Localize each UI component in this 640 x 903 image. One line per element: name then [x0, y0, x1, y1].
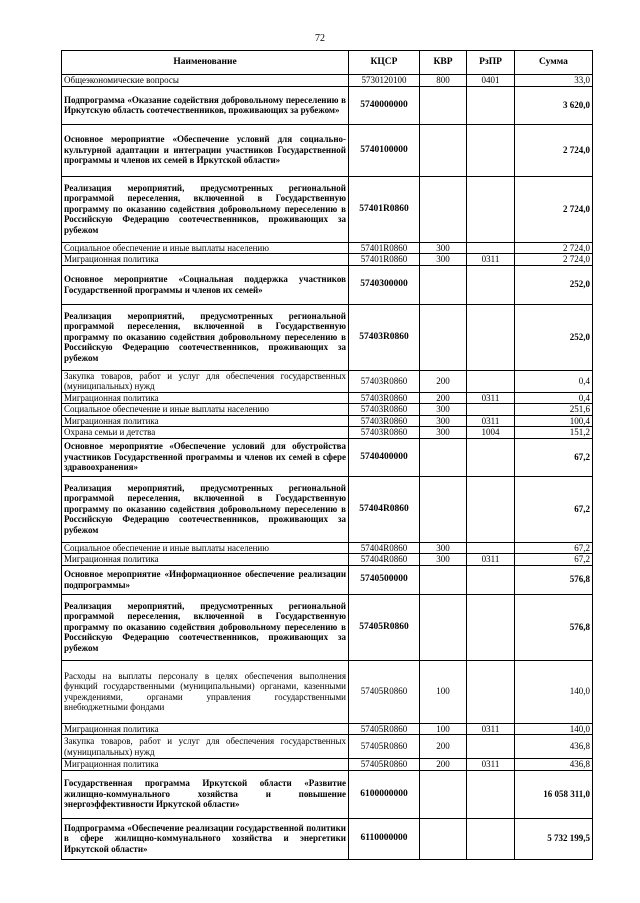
table-row	[62, 818, 593, 859]
row-name-cell: Миграционная политика	[62, 723, 349, 735]
row-kvr-cell	[420, 565, 467, 594]
table-row	[62, 75, 593, 87]
row-sum-cell: 5 732 199,5	[515, 818, 593, 859]
row-name-cell: Миграционная политика	[62, 254, 349, 266]
row-name-cell: Реализация мероприятий, предусмотренных региональной программой переселения, включенной в Государственную программу по оказанию содействия добровольному переселению в Российскую Федерацию соотечественников, проживающих за рубежом	[62, 476, 349, 542]
row-sum-cell: 67,2	[515, 438, 593, 476]
table-row	[62, 176, 593, 242]
table-row	[62, 759, 593, 771]
row-name-cell: Реализация мероприятий, предусмотренных региональной программой переселения, включенной в Государственную программу по оказанию содействия добровольному переселению в Российскую Федерацию соотечественников, проживающих за рубежом	[62, 304, 349, 370]
row-sum-cell: 67,2	[515, 476, 593, 542]
row-kvr-cell	[420, 265, 467, 304]
row-sum-cell: 16 058 311,0	[515, 770, 593, 818]
row-sum-cell: 436,8	[515, 759, 593, 771]
row-kvr-cell: 800	[420, 75, 467, 87]
header-name: Наименование	[62, 51, 349, 75]
row-sum-cell: 576,8	[515, 594, 593, 660]
row-rzpr-cell	[467, 542, 515, 554]
table-row	[62, 86, 593, 124]
table-row	[62, 254, 593, 266]
table-row	[62, 723, 593, 735]
row-sum-cell: 252,0	[515, 265, 593, 304]
row-kcsr-cell: 57403R0860	[349, 427, 420, 439]
row-name-cell: Основное мероприятие «Обеспечение условий для обустройства участников Государственной программы и членов их семей в сфере здравоохранения»	[62, 438, 349, 476]
row-kcsr-cell: 57405R0860	[349, 723, 420, 735]
table-row	[62, 370, 593, 392]
row-kcsr-cell: 57403R0860	[349, 392, 420, 404]
row-name-cell: Основное мероприятие «Социальная поддержка участников Государственной программы и членов их семей»	[62, 265, 349, 304]
row-kvr-cell: 200	[420, 392, 467, 404]
row-name-cell: Подпрограмма «Обеспечение реализации государственной политики в сфере жилищно-коммунального хозяйства и энергетики Иркутской области»	[62, 818, 349, 859]
row-sum-cell: 252,0	[515, 304, 593, 370]
row-kvr-cell: 200	[420, 759, 467, 771]
row-kvr-cell: 100	[420, 660, 467, 723]
row-rzpr-cell	[467, 265, 515, 304]
table-row	[62, 660, 593, 723]
row-name-cell: Основное мероприятие «Обеспечение условий для социально-культурной адаптации и интеграции участников Государственной программы и членов их семей в Иркутской области»	[62, 124, 349, 176]
budget-table	[61, 50, 593, 860]
row-sum-cell: 100,4	[515, 415, 593, 427]
row-kcsr-cell: 57405R0860	[349, 594, 420, 660]
row-kcsr-cell: 6110000000	[349, 818, 420, 859]
row-name-cell: Реализация мероприятий, предусмотренных региональной программой переселения, включенной в Государственную программу по оказанию содействия добровольному переселению в Российскую Федерацию соотечественников, проживающих за рубежом	[62, 176, 349, 242]
table-row	[62, 735, 593, 759]
row-sum-cell: 2 724,0	[515, 124, 593, 176]
row-rzpr-cell	[467, 404, 515, 416]
row-kvr-cell	[420, 594, 467, 660]
row-rzpr-cell	[467, 476, 515, 542]
row-kcsr-cell: 5730120100	[349, 75, 420, 87]
row-rzpr-cell: 0311	[467, 254, 515, 266]
row-kvr-cell	[420, 176, 467, 242]
row-kvr-cell: 300	[420, 415, 467, 427]
table-row	[62, 392, 593, 404]
row-name-cell: Государственная программа Иркутской области «Развитие жилищно-коммунального хозяйства и повышение энергоэффективности Иркутской области»	[62, 770, 349, 818]
table-row	[62, 242, 593, 254]
header-sum: Сумма	[515, 51, 593, 75]
table-row	[62, 404, 593, 416]
row-sum-cell: 0,4	[515, 370, 593, 392]
row-rzpr-cell	[467, 565, 515, 594]
row-kvr-cell	[420, 304, 467, 370]
row-rzpr-cell	[467, 770, 515, 818]
table-row	[62, 124, 593, 176]
row-kcsr-cell: 57401R0860	[349, 254, 420, 266]
row-rzpr-cell: 0311	[467, 723, 515, 735]
header-rzpr: РзПР	[467, 51, 515, 75]
row-kcsr-cell: 57403R0860	[349, 415, 420, 427]
row-sum-cell: 2 724,0	[515, 242, 593, 254]
row-kcsr-cell: 57404R0860	[349, 476, 420, 542]
row-sum-cell: 436,8	[515, 735, 593, 759]
table-row	[62, 438, 593, 476]
row-rzpr-cell	[467, 594, 515, 660]
row-kcsr-cell: 6100000000	[349, 770, 420, 818]
row-sum-cell: 67,2	[515, 542, 593, 554]
row-name-cell: Реализация мероприятий, предусмотренных региональной программой переселения, включенной в Государственную программу по оказанию содействия добровольному переселению в Российскую Федерацию соотечественников, проживающих за рубежом	[62, 594, 349, 660]
row-rzpr-cell	[467, 438, 515, 476]
row-name-cell: Миграционная политика	[62, 759, 349, 771]
table-row	[62, 415, 593, 427]
row-name-cell: Закупка товаров, работ и услуг для обеспечения государственных (муниципальных) нужд	[62, 370, 349, 392]
row-kcsr-cell: 57403R0860	[349, 404, 420, 416]
table-header-row	[62, 51, 593, 75]
row-sum-cell: 140,0	[515, 723, 593, 735]
row-kvr-cell	[420, 476, 467, 542]
table-row	[62, 304, 593, 370]
row-rzpr-cell	[467, 86, 515, 124]
row-rzpr-cell: 0311	[467, 554, 515, 566]
row-kvr-cell: 300	[420, 254, 467, 266]
row-name-cell: Социальное обеспечение и иные выплаты населению	[62, 404, 349, 416]
page-number: 72	[315, 33, 325, 44]
row-kvr-cell	[420, 818, 467, 859]
row-rzpr-cell	[467, 124, 515, 176]
table-row	[62, 554, 593, 566]
row-sum-cell: 140,0	[515, 660, 593, 723]
row-kvr-cell	[420, 770, 467, 818]
row-sum-cell: 251,6	[515, 404, 593, 416]
row-rzpr-cell: 0311	[467, 392, 515, 404]
row-kcsr-cell: 5740300000	[349, 265, 420, 304]
table-row	[62, 594, 593, 660]
row-kvr-cell	[420, 124, 467, 176]
row-kvr-cell: 300	[420, 427, 467, 439]
row-sum-cell: 3 620,0	[515, 86, 593, 124]
table-row	[62, 565, 593, 594]
row-rzpr-cell: 0401	[467, 75, 515, 87]
table-row	[62, 476, 593, 542]
row-name-cell: Миграционная политика	[62, 554, 349, 566]
header-kcsr: КЦСР	[349, 51, 420, 75]
row-sum-cell: 33,0	[515, 75, 593, 87]
table-row	[62, 427, 593, 439]
table-row	[62, 542, 593, 554]
row-sum-cell: 0,4	[515, 392, 593, 404]
row-kvr-cell: 200	[420, 370, 467, 392]
row-kcsr-cell: 57405R0860	[349, 759, 420, 771]
row-rzpr-cell: 1004	[467, 427, 515, 439]
row-name-cell: Миграционная политика	[62, 415, 349, 427]
row-name-cell: Охрана семьи и детства	[62, 427, 349, 439]
table-body	[62, 75, 593, 860]
row-rzpr-cell	[467, 304, 515, 370]
row-rzpr-cell	[467, 660, 515, 723]
row-kvr-cell: 200	[420, 735, 467, 759]
row-kcsr-cell: 5740100000	[349, 124, 420, 176]
row-name-cell: Общеэкономические вопросы	[62, 75, 349, 87]
row-kcsr-cell: 57404R0860	[349, 542, 420, 554]
row-name-cell: Подпрограмма «Оказание содействия добровольному переселению в Иркутскую область соотечественников, проживающих за рубежом»	[62, 86, 349, 124]
row-kcsr-cell: 57404R0860	[349, 554, 420, 566]
row-rzpr-cell	[467, 242, 515, 254]
row-kcsr-cell: 57405R0860	[349, 735, 420, 759]
row-kvr-cell: 300	[420, 242, 467, 254]
row-kvr-cell	[420, 438, 467, 476]
row-rzpr-cell	[467, 370, 515, 392]
row-rzpr-cell	[467, 176, 515, 242]
row-name-cell: Закупка товаров, работ и услуг для обеспечения государственных (муниципальных) нужд	[62, 735, 349, 759]
row-sum-cell: 2 724,0	[515, 254, 593, 266]
row-kcsr-cell: 57401R0860	[349, 242, 420, 254]
row-sum-cell: 151,2	[515, 427, 593, 439]
table-row	[62, 770, 593, 818]
row-rzpr-cell	[467, 735, 515, 759]
row-kvr-cell: 100	[420, 723, 467, 735]
row-name-cell: Миграционная политика	[62, 392, 349, 404]
row-sum-cell: 67,2	[515, 554, 593, 566]
row-kvr-cell	[420, 86, 467, 124]
row-name-cell: Социальное обеспечение и иные выплаты населению	[62, 242, 349, 254]
row-name-cell: Социальное обеспечение и иные выплаты населению	[62, 542, 349, 554]
row-rzpr-cell: 0311	[467, 415, 515, 427]
row-rzpr-cell: 0311	[467, 759, 515, 771]
header-kvr: КВР	[420, 51, 467, 75]
row-kcsr-cell: 5740400000	[349, 438, 420, 476]
row-kcsr-cell: 57401R0860	[349, 176, 420, 242]
row-name-cell: Основное мероприятие «Информационное обеспечение реализации подпрограммы»	[62, 565, 349, 594]
row-kvr-cell: 300	[420, 554, 467, 566]
row-kcsr-cell: 5740000000	[349, 86, 420, 124]
table-row	[62, 265, 593, 304]
row-kvr-cell: 300	[420, 542, 467, 554]
row-rzpr-cell	[467, 818, 515, 859]
row-kcsr-cell: 57403R0860	[349, 304, 420, 370]
row-name-cell: Расходы на выплаты персоналу в целях обеспечения выполнения функций государственными (муниципальными) органами, казенными учреждениями, органами управления государственными внебюджетными фондами	[62, 660, 349, 723]
row-sum-cell: 2 724,0	[515, 176, 593, 242]
row-sum-cell: 576,8	[515, 565, 593, 594]
row-kvr-cell: 300	[420, 404, 467, 416]
row-kcsr-cell: 57405R0860	[349, 660, 420, 723]
row-kcsr-cell: 5740500000	[349, 565, 420, 594]
row-kcsr-cell: 57403R0860	[349, 370, 420, 392]
